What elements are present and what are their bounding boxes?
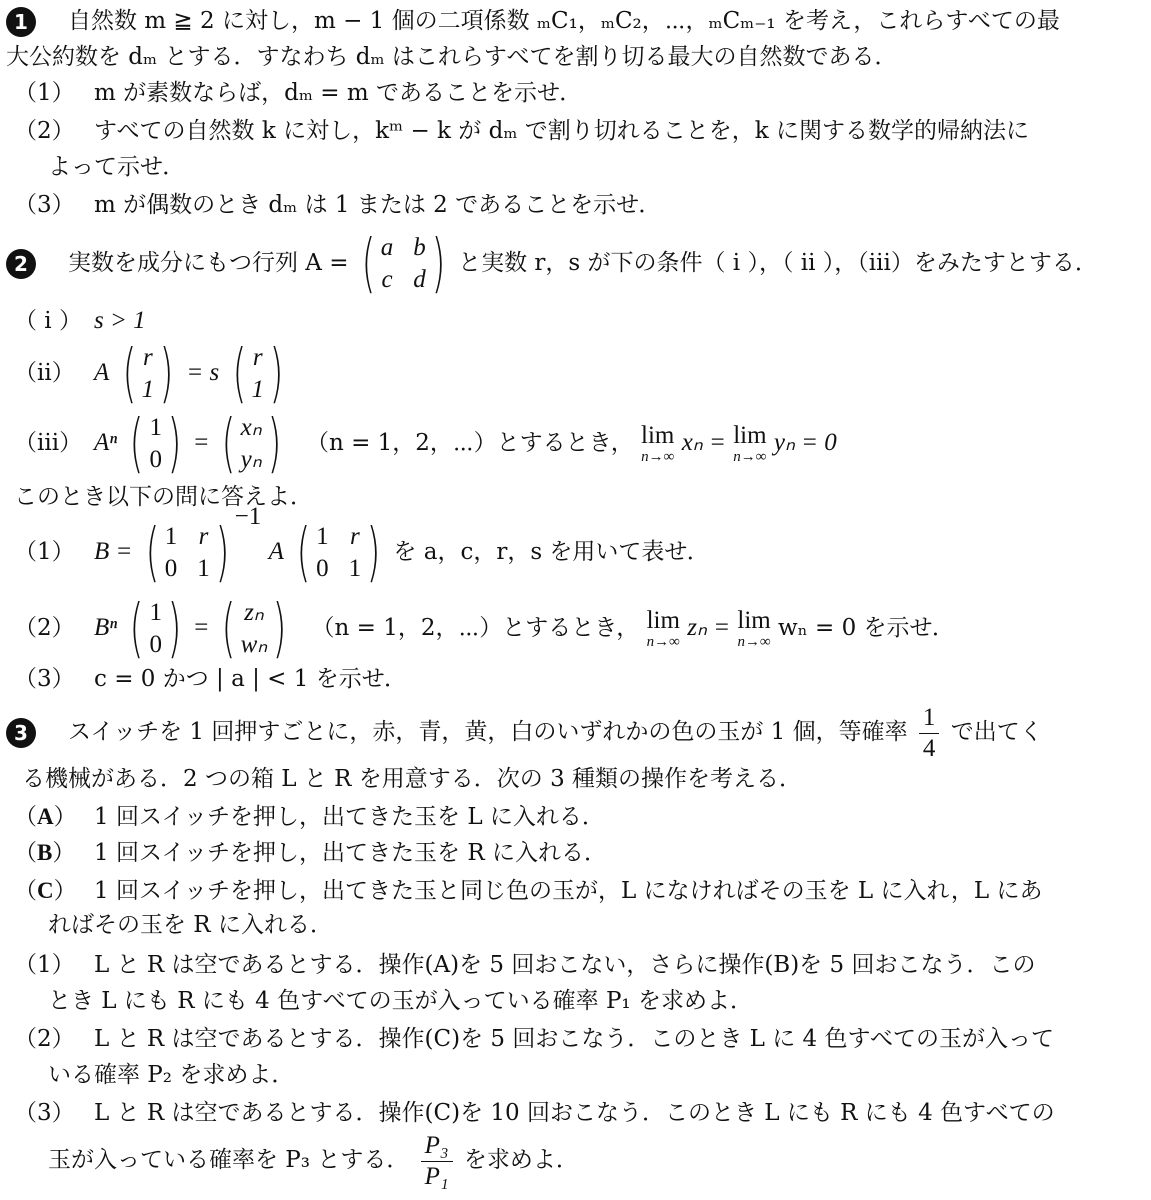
instruction-text: このとき以下の問に答えよ． — [14, 484, 313, 510]
problem3-number-badge: 3 — [6, 718, 36, 748]
problem3-q1-cont — [48, 984, 753, 1018]
question-label: （3） — [14, 666, 75, 692]
question-text: いる確率 P₂ を求めよ． — [48, 1062, 295, 1088]
matrix-entry: b — [413, 234, 426, 261]
vector-10: ( 1 0 ) — [130, 407, 182, 481]
problem1-line1 — [6, 4, 1060, 38]
question-text: よって示せ． — [48, 154, 186, 180]
matrix-symbol: A — [94, 359, 110, 386]
matrix-1r01: ( 1 r 0 1 ) — [145, 516, 230, 590]
problem1-text: 自然数 m ≧ 2 に対し，m − 1 個の二項係数 ₘC₁，ₘC₂，⋯，ₘCₘ₋₁ を考え，これらすべての最 — [68, 8, 1060, 34]
problem3-q3 — [14, 1096, 1055, 1130]
problem1-number-badge: 1 — [6, 7, 36, 37]
condition-ii — [14, 337, 289, 411]
question-text: m が偶数のとき dₘ は 1 または 2 であることを示せ． — [94, 192, 662, 218]
operation-text: ればその玉を R に入れる． — [48, 912, 333, 938]
problem1-q1 — [14, 76, 582, 110]
limit-expr: zₙ = — [687, 614, 731, 641]
operation-label: B — [37, 840, 53, 865]
question-label: （3） — [14, 1100, 75, 1126]
question-label: （2） — [14, 118, 75, 144]
limit-expr: wₙ = 0 を示せ． — [778, 615, 955, 641]
problem1-text-2: 大公約数を dₘ とする．すなわち dₘ はこれらすべてを割り切る最大の自然数である． — [6, 44, 898, 70]
question-label: （3） — [14, 192, 75, 218]
matrix-symbol: A — [268, 538, 284, 565]
limit-expr: yₙ = 0 — [773, 429, 837, 456]
problem2-q2: （2） Bⁿ ( 1 0 ) = ( zₙ wₙ ) （n = 1，2，⋯）とするとき， lim n→∞ zₙ = lim n→∞ wₙ = 0 を示せ． — [14, 592, 955, 666]
limit-w: lim n→∞ — [737, 607, 771, 650]
limit-y: lim n→∞ — [733, 422, 767, 465]
equation-text: = s — [186, 359, 220, 386]
condition-label: （ii） — [14, 360, 75, 386]
question-text: L と R は空であるとする．操作(C)を 5 回おこなう．このとき L に 4 色すべての玉が入って — [94, 1026, 1055, 1052]
problem3-line1 — [6, 700, 1043, 764]
problem3-q2-cont — [48, 1058, 294, 1092]
matrix-A: ( a b c d ) — [361, 227, 446, 301]
problem2-intro-text: 実数を成分にもつ行列 A = — [68, 250, 349, 276]
question-text: （n = 1，2，⋯）とするとき， — [311, 615, 640, 641]
vector-entry: yₙ — [240, 446, 262, 473]
vector-xy: ( xₙ yₙ ) — [221, 407, 282, 481]
problem1-q2 — [14, 114, 1029, 148]
vector-entry: 1 — [141, 376, 155, 403]
vector-entry: r — [142, 344, 153, 371]
problem3-text: で出てく — [950, 719, 1043, 745]
operation-A: （A） 1 回スイッチを押し，出てきた玉を L に入れる． — [14, 804, 605, 830]
condition-label: （iii） — [14, 430, 83, 456]
problem3-line2 — [22, 762, 802, 796]
vector-zw: ( zₙ wₙ ) — [221, 592, 287, 666]
vector-entry: 0 — [149, 446, 162, 473]
matrix-power: Aⁿ — [94, 429, 118, 456]
limit-z: lim n→∞ — [646, 607, 680, 650]
matrix-entry: d — [413, 266, 426, 293]
vector-r1-right: ( r 1 ) — [232, 337, 284, 411]
operation-text: 1 回スイッチを押し，出てきた玉を L に入れる． — [94, 804, 605, 830]
vector-entry: 1 — [149, 414, 162, 441]
matrix-entry: a — [380, 234, 394, 261]
problem2-q1 — [14, 503, 710, 592]
matrix-entry: c — [381, 266, 393, 293]
limit-x: lim n→∞ — [641, 422, 675, 465]
vector-entry: 1 — [251, 376, 264, 403]
equation-text: B = — [94, 538, 133, 565]
question-text: とき L にも R にも 4 色すべての玉が入っている確率 P₁ を求めよ． — [48, 988, 753, 1014]
problem3-q3-cont — [48, 1126, 579, 1194]
matrix-power: Bⁿ — [94, 614, 118, 641]
operation-label: A — [37, 804, 54, 829]
problem2-intro — [6, 227, 1098, 301]
condition-iii: （iii） Aⁿ ( 1 0 ) = ( xₙ yₙ ) （n = 1，2，⋯）とするとき， lim n→∞ xₙ = lim n→∞ yₙ = 0 — [14, 407, 837, 481]
problem2-intro-text-2: と実数 r，s が下の条件（ i ），（ ii ），（iii）をみたすとする． — [458, 250, 1098, 276]
operation-text: 1 回スイッチを押し，出てきた玉と同じ色の玉が，L になければその玉を L に入れ，L にあ — [94, 878, 1043, 904]
question-text: L と R は空であるとする．操作(C)を 10 回おこなう．このとき L にも R にも 4 色すべての — [94, 1100, 1055, 1126]
vector-10-b: ( 1 0 ) — [130, 592, 182, 666]
condition-text: s > 1 — [94, 307, 146, 334]
problem1-q3 — [14, 188, 661, 222]
problem1-line2 — [6, 40, 897, 74]
question-text: すべての自然数 k に対し，kᵐ − k が dₘ で割り切れることを，k に関する数学的帰納法に — [94, 118, 1029, 144]
question-label: （1） — [14, 539, 75, 565]
question-label: （2） — [14, 615, 75, 641]
problem2-number-badge: 2 — [6, 249, 36, 279]
problem2-ask — [14, 480, 313, 514]
question-text: 玉が入っている確率を P₃ とする． — [48, 1147, 410, 1173]
vector-entry: xₙ — [240, 414, 262, 441]
operation-B: （B） 1 回スイッチを押し，出てきた玉を R に入れる． — [14, 840, 607, 866]
vector-entry: r — [252, 344, 263, 371]
question-text: を求めよ． — [463, 1147, 579, 1173]
inverse-exponent: −1 — [234, 503, 262, 531]
operation-text: 1 回スイッチを押し，出てきた玉を R に入れる． — [94, 840, 607, 866]
question-label: （1） — [14, 952, 75, 978]
condition-i — [14, 304, 146, 338]
problem3-text: スイッチを 1 回押すごとに，赤，青，黄，白のいずれかの色の玉が 1 個，等確率 — [68, 719, 908, 745]
question-text: を a，c，r，s を用いて表せ． — [393, 539, 710, 565]
problem1-q2-cont — [48, 150, 185, 184]
question-label: （2） — [14, 1026, 75, 1052]
question-text: m が素数ならば，dₘ = m であることを示せ． — [94, 80, 583, 106]
operation-label: C — [37, 878, 54, 903]
limit-expr: xₙ = — [681, 429, 726, 456]
vector-r1: ( r 1 ) — [122, 337, 174, 411]
operation-C: （C） 1 回スイッチを押し，出てきた玉と同じ色の玉が，L になければその玉を L に入れ，L にあ — [14, 878, 1043, 904]
fraction-P3-over-P1: $\frac{\text{P₃}}{\text{P₁}}$ — [421, 1131, 453, 1192]
problem3-q1 — [14, 948, 1035, 982]
problem3-text-2: る機械がある．2 つの箱 L と R を用意する．次の 3 種類の操作を考える． — [22, 766, 803, 792]
question-text: L と R は空であるとする．操作(A)を 5 回おこない，さらに操作(B)を 5 回おこなう．この — [94, 952, 1036, 978]
matrix-1r01-right: ( 1 r 0 1 ) — [296, 516, 381, 590]
problem3-q2 — [14, 1022, 1054, 1056]
operation-C-cont — [48, 908, 333, 942]
problem2-q3 — [14, 662, 407, 696]
condition-text: （n = 1，2，⋯）とするとき， — [305, 430, 634, 456]
condition-label: （ i ） — [14, 308, 82, 334]
fraction-one-quarter: $\frac{1}{4}$ — [919, 703, 940, 764]
question-text: c = 0 かつ | a | < 1 を示せ． — [94, 666, 408, 692]
question-label: （1） — [14, 80, 75, 106]
